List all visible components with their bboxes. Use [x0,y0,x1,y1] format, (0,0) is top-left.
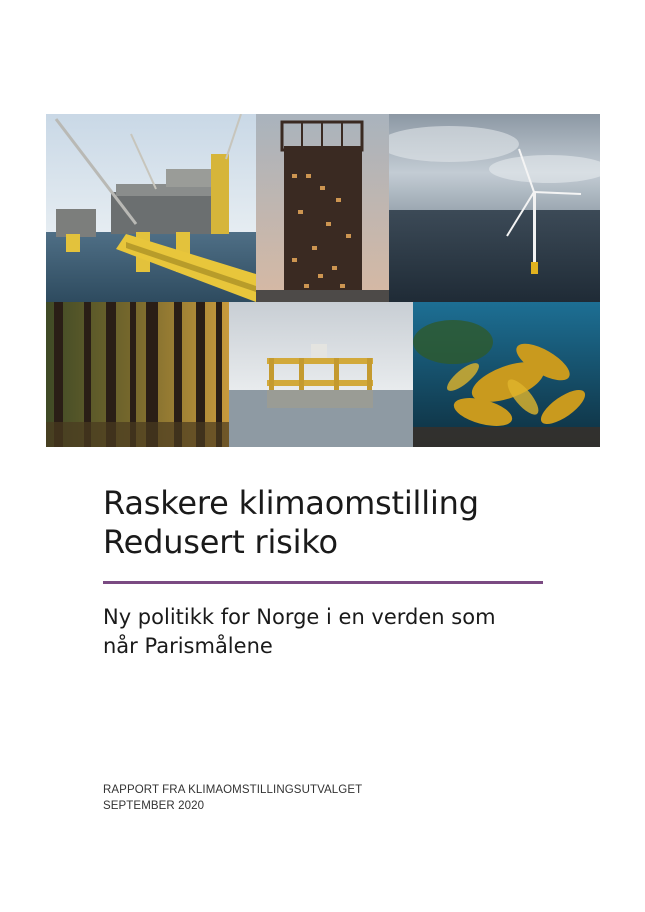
title-line: Redusert risiko [103,523,338,561]
report-publisher: RAPPORT FRA KLIMAOMSTILLINGSUTVALGET [103,784,363,796]
photo-mosaic [46,114,600,447]
report-date: SEPTEMBER 2020 [103,800,205,812]
title-divider [103,581,543,584]
report-meta [103,782,362,814]
subtitle-line: når Parismålene [103,634,273,658]
report-title [103,484,573,562]
pine-forest-photo [46,302,229,447]
subtitle-line: Ny politikk for Norge i en verden som [103,605,496,629]
offshore-fish-farm-photo [229,302,413,447]
title-line: Raskere klimaomstilling [103,484,479,522]
floating-wind-turbine-photo [389,114,600,302]
wooden-highrise-tower-photo [256,114,389,302]
offshore-oil-platform-photo [46,114,256,302]
report-subtitle [103,603,573,661]
kelp-underwater-photo [413,302,600,447]
